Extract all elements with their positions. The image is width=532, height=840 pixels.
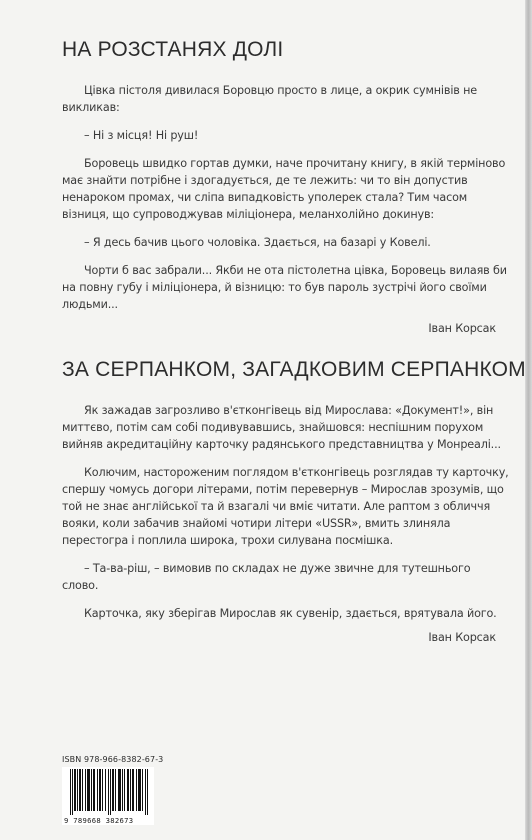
excerpt-paragraph: Чорти б вас забрали... Якби не ота пістолетна цівка, Боровець вилаяв би на повну губу і міліціонера, й візницю: то був пароль зустрічі його своїми людьми... (62, 264, 507, 311)
excerpt-paragraph: – Та-ва-ріш, – вимовив по складах не дуже звичне для тутешнього слово. (62, 562, 471, 592)
excerpt-paragraph: Як зажадав загрозливо в'єтконгівець від Мирослава: «Документ!», він миттєво, потім сам собі подивувавшись, знайшовся: неспішним порухом вийняв акредитаційну карточку радянського представництва у Монреалі... (62, 404, 501, 451)
excerpt-paragraph: – Ні з місця! Ні руш! (84, 129, 199, 142)
excerpt-paragraph: Цівка пістоля дивилася Боровцю просто в лице, а окрик сумнівів не викликав: (62, 84, 478, 114)
section-title: НА РОЗСТАНЯХ ДОЛІ (62, 38, 284, 61)
cover-edge (526, 0, 532, 840)
barcode-digits: 9 789668 382673 (64, 816, 134, 825)
section-title: ЗА СЕРПАНКОМ, ЗАГАДКОВИМ СЕРПАНКОМ (62, 358, 526, 381)
excerpt-paragraph: Колючим, настороженим поглядом в'єтконгівець розглядав ту карточку, спершу чомусь догори літерами, потім перевернув – Мирослав зрозумів, що той не знає англійської та й взагалі чи вміє читати. Але раптом з обличчя вояки, коли забачив знайомі чотири літери «USSR», вмить злиняла перестогра і поплила широка, трохи силувана посмішка. (62, 466, 509, 547)
excerpt-section-2 (62, 358, 526, 657)
author-name: Іван Корсак (428, 631, 496, 644)
isbn-block (62, 755, 163, 825)
excerpt-paragraph: Карточка, яку зберігав Мирослав як сувенір, здається, врятувала його. (84, 607, 497, 620)
excerpt-paragraph: Боровець швидко гортав думки, наче прочитану книгу, в якій терміново має знайти потрібне і здогадується, де те лежить: чи то він допустив ненароком промах, чи сліпа випадковість уполерек стала? Тим часом візниця, що супроводжував міліціонера, меланхолійно докинув: (62, 157, 506, 221)
barcode (62, 767, 154, 825)
excerpt-paragraph: – Я десь бачив цього чоловіка. Здається, на базарі у Ковелі. (84, 236, 431, 249)
author-name: Іван Корсак (428, 322, 496, 335)
excerpt-section-1 (62, 38, 510, 348)
isbn-label: ISBN 978-966-8382-67-3 (62, 755, 164, 764)
barcode-bars-icon (70, 769, 150, 815)
